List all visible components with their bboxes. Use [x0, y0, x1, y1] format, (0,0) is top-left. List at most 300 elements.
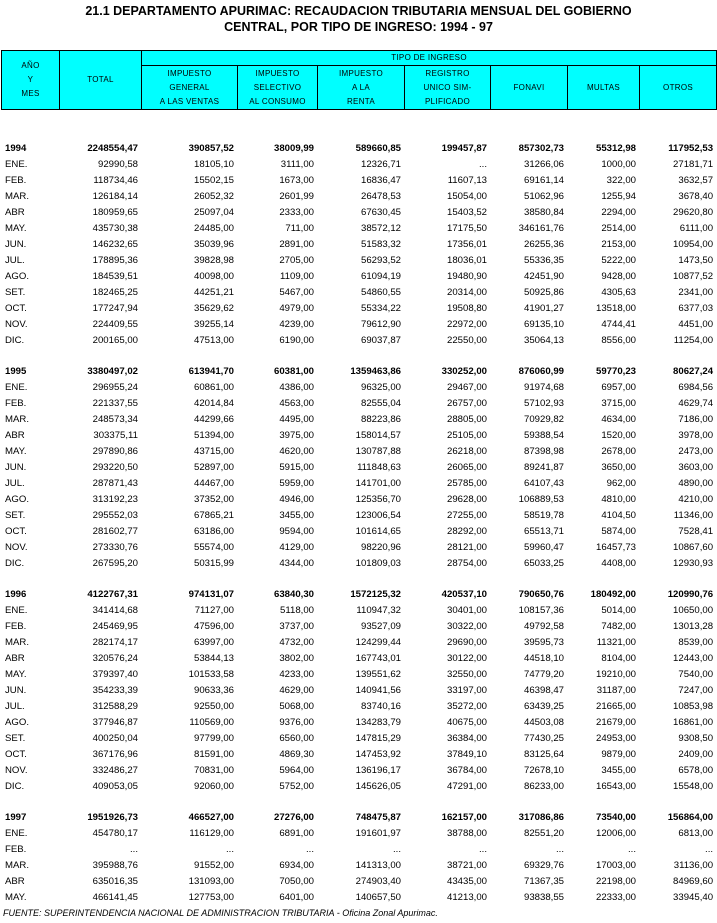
value-cell: 274903,40 — [355, 876, 401, 887]
period-label: MAR. — [5, 414, 29, 425]
value-cell: 3455,00 — [601, 765, 636, 776]
value-cell: 1673,00 — [279, 175, 314, 186]
value-cell: 466527,00 — [188, 812, 234, 823]
value-cell: 44467,00 — [193, 478, 234, 489]
value-cell: 26757,00 — [446, 398, 487, 409]
period-label: DIC. — [5, 558, 25, 569]
value-cell: 4744,41 — [601, 319, 636, 330]
value-cell: 18036,01 — [446, 255, 487, 266]
value-cell: 26052,32 — [193, 191, 234, 202]
period-label: 1995 — [5, 366, 27, 377]
value-cell: 25097,04 — [193, 207, 234, 218]
value-cell: 287871,43 — [92, 478, 138, 489]
value-cell: 2341,00 — [678, 287, 714, 298]
value-cell: ... — [705, 844, 714, 855]
value-cell: 50315,99 — [193, 558, 234, 569]
value-cell: 59388,54 — [523, 430, 564, 441]
month-row — [1, 221, 716, 237]
value-cell: 120990,76 — [667, 589, 714, 600]
month-row — [1, 763, 716, 779]
value-cell: 400250,04 — [92, 733, 138, 744]
period-label: JUL. — [5, 701, 25, 712]
period-label: MAY. — [5, 669, 27, 680]
value-cell: 711,00 — [285, 223, 314, 234]
value-cell: 5014,00 — [601, 605, 636, 616]
period-label: ENE. — [5, 159, 28, 170]
value-cell: 184539,51 — [92, 271, 138, 282]
value-cell: 6401,00 — [279, 892, 314, 903]
period-label: ENE. — [5, 605, 28, 616]
value-cell: 3455,00 — [279, 510, 314, 521]
report-title-line-1: 21.1 DEPARTAMENTO APURIMAC: RECAUDACION TRIBUTARIA MENSUAL DEL GOBIERNO — [85, 4, 632, 18]
period-label: JUL. — [5, 255, 25, 266]
period-label: AGO. — [5, 271, 29, 282]
month-row — [1, 779, 716, 795]
value-cell: 748475,87 — [355, 812, 401, 823]
month-row — [1, 858, 716, 874]
spacer-row — [1, 795, 716, 810]
value-cell: 28121,00 — [446, 542, 487, 553]
value-cell: 3632,57 — [678, 175, 714, 186]
value-cell: 110947,32 — [356, 605, 401, 616]
month-row — [1, 269, 716, 285]
period-label: FEB. — [5, 621, 27, 632]
value-cell: 28292,00 — [446, 526, 487, 537]
value-cell: 5752,00 — [279, 781, 314, 792]
value-cell: 191601,97 — [355, 828, 401, 839]
value-cell: 26065,00 — [446, 462, 487, 473]
value-cell: 126184,14 — [92, 191, 138, 202]
value-cell: 7528,41 — [678, 526, 714, 537]
value-cell: 123006,54 — [355, 510, 401, 521]
value-cell: 8556,00 — [601, 335, 636, 346]
value-cell: 63997,00 — [193, 637, 234, 648]
value-cell: 1520,00 — [601, 430, 636, 441]
value-cell: 51062,96 — [523, 191, 564, 202]
value-cell: 15403,52 — [446, 207, 487, 218]
value-cell: 10853,98 — [673, 701, 714, 712]
value-cell: 158014,57 — [355, 430, 401, 441]
value-cell: 5874,00 — [601, 526, 636, 537]
period-label: DIC. — [5, 781, 25, 792]
period-label: AGO. — [5, 494, 29, 505]
value-cell: 101614,65 — [355, 526, 401, 537]
value-cell: 9308,50 — [678, 733, 714, 744]
month-row — [1, 476, 716, 492]
value-cell: 60861,00 — [193, 382, 234, 393]
period-label: NOV. — [5, 542, 28, 553]
month-row — [1, 380, 716, 396]
value-cell: 92990,58 — [97, 159, 138, 170]
period-label: SET. — [5, 510, 26, 521]
value-cell: 1255,94 — [601, 191, 636, 202]
spacer-cell — [1, 572, 716, 587]
value-cell: 67630,45 — [360, 207, 401, 218]
value-cell: ... — [628, 844, 636, 855]
value-cell: 65513,71 — [523, 526, 564, 537]
value-cell: 18105,10 — [193, 159, 234, 170]
value-cell: 29628,00 — [446, 494, 487, 505]
month-row — [1, 556, 716, 572]
value-cell: 1951926,73 — [87, 812, 138, 823]
value-cell: 31266,06 — [523, 159, 564, 170]
value-cell: 27255,00 — [446, 510, 487, 521]
period-label: MAR. — [5, 637, 29, 648]
value-cell: 140941,56 — [355, 685, 401, 696]
value-cell: 43435,00 — [446, 876, 487, 887]
spacer-row — [1, 349, 716, 364]
period-label: JUL. — [5, 478, 25, 489]
value-cell: 124299,44 — [355, 637, 401, 648]
month-row — [1, 747, 716, 763]
value-cell: 3975,00 — [279, 430, 314, 441]
value-cell: 293220,50 — [92, 462, 138, 473]
value-cell: 57102,93 — [523, 398, 564, 409]
value-cell: 4451,00 — [678, 319, 714, 330]
value-cell: 367176,96 — [92, 749, 138, 760]
value-cell: 5915,00 — [279, 462, 314, 473]
value-cell: 9594,00 — [279, 526, 314, 537]
value-cell: 5222,00 — [601, 255, 636, 266]
month-row — [1, 301, 716, 317]
value-cell: 42451,90 — [523, 271, 564, 282]
rus-header: REGISTRO UNICO SIM- PLIFICADO — [405, 66, 491, 110]
value-cell: 4869,30 — [279, 749, 314, 760]
value-cell: 1359463,86 — [350, 366, 401, 377]
value-cell: 58519,78 — [523, 510, 564, 521]
value-cell: 224409,55 — [92, 319, 138, 330]
period-label: JUN. — [5, 685, 27, 696]
value-cell: 44518,10 — [523, 653, 564, 664]
value-cell: 30122,00 — [446, 653, 487, 664]
value-cell: 2601,99 — [279, 191, 314, 202]
value-cell: 136196,17 — [355, 765, 401, 776]
period-label: NOV. — [5, 765, 28, 776]
value-cell: 63840,30 — [273, 589, 314, 600]
value-cell: 4495,00 — [279, 414, 314, 425]
value-cell: 32550,00 — [446, 669, 487, 680]
value-cell: 3650,00 — [601, 462, 636, 473]
value-cell: 101809,03 — [355, 558, 401, 569]
value-cell: 16457,73 — [595, 542, 636, 553]
value-cell: ... — [306, 844, 314, 855]
value-cell: 39255,14 — [193, 319, 234, 330]
period-label: ABR — [5, 207, 25, 218]
period-label: SET. — [5, 733, 26, 744]
month-row — [1, 715, 716, 731]
value-cell: 60381,00 — [273, 366, 314, 377]
value-cell: 177247,94 — [92, 303, 138, 314]
month-row — [1, 635, 716, 651]
value-cell: 21679,00 — [595, 717, 636, 728]
spacer-row — [1, 572, 716, 587]
value-cell: 55336,35 — [523, 255, 564, 266]
value-cell: 297890,86 — [92, 446, 138, 457]
month-row — [1, 173, 716, 189]
value-cell: 44503,08 — [523, 717, 564, 728]
value-cell: 22550,00 — [446, 335, 487, 346]
value-cell: 7247,00 — [678, 685, 714, 696]
value-cell: 390857,52 — [188, 143, 234, 154]
value-cell: 106889,53 — [518, 494, 564, 505]
value-cell: 54860,55 — [360, 287, 401, 298]
month-row — [1, 667, 716, 683]
value-cell: 29620,80 — [673, 207, 714, 218]
value-cell: 141701,00 — [355, 478, 401, 489]
value-cell: 59770,23 — [595, 366, 636, 377]
value-cell: 84969,60 — [673, 876, 714, 887]
value-cell: 90633,36 — [193, 685, 234, 696]
value-cell: 26218,00 — [446, 446, 487, 457]
month-row — [1, 540, 716, 556]
value-cell: 4563,00 — [279, 398, 314, 409]
value-cell: 16861,00 — [673, 717, 714, 728]
value-cell: 303375,11 — [93, 430, 138, 441]
value-cell: 317086,86 — [518, 812, 564, 823]
value-cell: 4305,63 — [601, 287, 636, 298]
value-cell: 377946,87 — [92, 717, 138, 728]
value-cell: 2333,00 — [279, 207, 314, 218]
spacer-cell — [1, 349, 716, 364]
value-cell: 21665,00 — [595, 701, 636, 712]
value-cell: 281602,77 — [92, 526, 138, 537]
period-label: OCT. — [5, 749, 27, 760]
value-cell: 89241,87 — [523, 462, 564, 473]
value-cell: 589660,85 — [355, 143, 401, 154]
value-cell: 74779,20 — [523, 669, 564, 680]
value-cell: 332486,27 — [92, 765, 138, 776]
value-cell: 2409,00 — [678, 749, 714, 760]
value-cell: 38572,12 — [360, 223, 401, 234]
value-cell: 2153,00 — [601, 239, 636, 250]
value-cell: 81591,00 — [193, 749, 234, 760]
igv-header: IMPUESTO GENERAL A LAS VENTAS — [142, 66, 238, 110]
value-cell: 4386,00 — [279, 382, 314, 393]
table-header — [1, 50, 717, 110]
period-label: JUN. — [5, 239, 27, 250]
value-cell: 55312,98 — [595, 143, 636, 154]
value-cell: 69135,10 — [523, 319, 564, 330]
total-header: TOTAL — [60, 51, 142, 110]
value-cell: 11346,00 — [673, 510, 714, 521]
value-cell: 41901,27 — [523, 303, 564, 314]
value-cell: 50925,86 — [523, 287, 564, 298]
value-cell: 12326,71 — [360, 159, 401, 170]
period-label: OCT. — [5, 526, 27, 537]
value-cell: 3111,00 — [280, 159, 314, 170]
value-cell: 55574,00 — [193, 542, 234, 553]
value-cell: 22198,00 — [595, 876, 636, 887]
value-cell: 83125,64 — [523, 749, 564, 760]
value-cell: 35629,62 — [193, 303, 234, 314]
value-cell: ... — [556, 844, 564, 855]
period-label: MAR. — [5, 860, 29, 871]
value-cell: 3678,40 — [678, 191, 714, 202]
month-row — [1, 333, 716, 349]
renta-header: IMPUESTO A LA RENTA — [318, 66, 405, 110]
value-cell: 82551,20 — [523, 828, 564, 839]
value-cell: 63439,25 — [523, 701, 564, 712]
value-cell: 70929,82 — [523, 414, 564, 425]
value-cell: 38009,99 — [273, 143, 314, 154]
value-cell: 6111,00 — [679, 223, 714, 234]
value-cell: 47291,00 — [446, 781, 487, 792]
spacer-cell — [1, 126, 716, 141]
value-cell: 6813,00 — [678, 828, 714, 839]
value-cell: 70831,00 — [193, 765, 234, 776]
value-cell: 27276,00 — [273, 812, 314, 823]
value-cell: 4129,00 — [279, 542, 314, 553]
month-row — [1, 460, 716, 476]
value-cell: 1000,00 — [601, 159, 636, 170]
value-cell: 11321,00 — [596, 637, 636, 648]
month-row — [1, 253, 716, 269]
tipo-ingreso-header: TIPO DE INGRESO — [142, 51, 717, 66]
value-cell: 1109,00 — [280, 271, 314, 282]
period-label: JUN. — [5, 462, 27, 473]
spacer-cell — [1, 795, 716, 810]
value-cell: 248573,34 — [92, 414, 138, 425]
value-cell: 2248554,47 — [87, 143, 138, 154]
value-cell: 69329,76 — [523, 860, 564, 871]
value-cell: 92550,00 — [193, 701, 234, 712]
value-cell: 2473,00 — [678, 446, 714, 457]
value-cell: 295552,03 — [92, 510, 138, 521]
value-cell: 5068,00 — [279, 701, 314, 712]
value-cell: ... — [226, 844, 234, 855]
value-cell: 4210,00 — [678, 494, 714, 505]
year-total-row — [1, 141, 716, 157]
value-cell: 4629,00 — [279, 685, 314, 696]
value-cell: 69037,87 — [360, 335, 401, 346]
value-cell: 139551,62 — [355, 669, 401, 680]
value-cell: 145626,05 — [355, 781, 401, 792]
value-cell: 38580,84 — [523, 207, 564, 218]
value-cell: 4233,00 — [279, 669, 314, 680]
value-cell: 19508,80 — [446, 303, 487, 314]
period-label: ABR — [5, 653, 25, 664]
value-cell: 118734,46 — [93, 175, 138, 186]
value-cell: 3715,00 — [601, 398, 636, 409]
period-label: DIC. — [5, 335, 25, 346]
value-cell: 65033,25 — [523, 558, 564, 569]
value-cell: 312588,29 — [92, 701, 138, 712]
value-cell: 40098,00 — [193, 271, 234, 282]
value-cell: 346161,76 — [518, 223, 564, 234]
value-cell: 111848,63 — [357, 462, 401, 473]
value-cell: 19210,00 — [595, 669, 636, 680]
value-cell: 200165,00 — [92, 335, 138, 346]
period-label: MAY. — [5, 892, 27, 903]
value-cell: 28805,00 — [446, 414, 487, 425]
value-cell: 43715,00 — [193, 446, 234, 457]
month-row — [1, 396, 716, 412]
value-cell: 63186,00 — [193, 526, 234, 537]
value-cell: 10877,52 — [673, 271, 714, 282]
month-row — [1, 157, 716, 173]
value-cell: 17356,01 — [446, 239, 487, 250]
value-cell: 83740,16 — [360, 701, 401, 712]
value-cell: 91974,68 — [523, 382, 564, 393]
value-cell: 3978,00 — [678, 430, 714, 441]
value-cell: 131093,00 — [188, 876, 234, 887]
value-cell: 56293,52 — [360, 255, 401, 266]
value-cell: 273330,76 — [92, 542, 138, 553]
value-cell: 29690,00 — [446, 637, 487, 648]
value-cell: 88223,86 — [360, 414, 401, 425]
month-row — [1, 874, 716, 890]
value-cell: 25785,00 — [446, 478, 487, 489]
value-cell: 93527,09 — [360, 621, 401, 632]
year-month-header: AÑO Y MES — [2, 51, 60, 110]
value-cell: 790650,76 — [518, 589, 564, 600]
value-cell: 27181,71 — [673, 159, 714, 170]
period-label: MAR. — [5, 191, 29, 202]
value-cell: 72678,10 — [523, 765, 564, 776]
value-cell: 4408,00 — [601, 558, 636, 569]
value-cell: 35039,96 — [193, 239, 234, 250]
value-cell: 38721,00 — [446, 860, 487, 871]
value-cell: 46398,47 — [523, 685, 564, 696]
otros-header: OTROS — [640, 66, 717, 110]
value-cell: 41213,00 — [446, 892, 487, 903]
value-cell: 466141,45 — [92, 892, 138, 903]
value-cell: 635016,35 — [92, 876, 138, 887]
value-cell: 87398,98 — [523, 446, 564, 457]
value-cell: 962,00 — [606, 478, 636, 489]
spacer-row — [1, 126, 716, 141]
value-cell: 127753,00 — [188, 892, 234, 903]
value-cell: 4620,00 — [279, 446, 314, 457]
value-cell: 49792,58 — [523, 621, 564, 632]
month-row — [1, 651, 716, 667]
value-cell: 10650,00 — [673, 605, 714, 616]
value-cell: 29467,00 — [446, 382, 487, 393]
value-cell: 141313,00 — [355, 860, 401, 871]
value-cell: 125356,70 — [355, 494, 401, 505]
fonavi-header: FONAVI — [491, 66, 568, 110]
value-cell: 5118,00 — [280, 605, 314, 616]
value-cell: 16836,47 — [360, 175, 401, 186]
month-row — [1, 492, 716, 508]
value-cell: 4634,00 — [601, 414, 636, 425]
value-cell: 110569,00 — [189, 717, 234, 728]
value-cell: 13013,28 — [673, 621, 714, 632]
value-cell: 3802,00 — [279, 653, 314, 664]
value-cell: 3737,00 — [279, 621, 314, 632]
value-cell: 6190,00 — [279, 335, 314, 346]
value-cell: 101533,58 — [188, 669, 234, 680]
value-cell: 4344,00 — [279, 558, 314, 569]
month-row — [1, 189, 716, 205]
value-cell: 409053,05 — [92, 781, 138, 792]
value-cell: 44251,21 — [193, 287, 234, 298]
value-cell: 296955,24 — [92, 382, 138, 393]
value-cell: 55334,22 — [360, 303, 401, 314]
value-cell: 93838,55 — [523, 892, 564, 903]
value-cell: 10867,60 — [673, 542, 714, 553]
value-cell: 1473,50 — [678, 255, 714, 266]
value-cell: 379397,40 — [92, 669, 138, 680]
value-cell: 26478,53 — [360, 191, 401, 202]
value-cell: 98220,96 — [360, 542, 401, 553]
month-row — [1, 317, 716, 333]
value-cell: 9428,00 — [601, 271, 636, 282]
value-cell: 61094,19 — [360, 271, 401, 282]
value-cell: 2294,00 — [601, 207, 636, 218]
period-label: MAY. — [5, 446, 27, 457]
value-cell: 25105,00 — [446, 430, 487, 441]
